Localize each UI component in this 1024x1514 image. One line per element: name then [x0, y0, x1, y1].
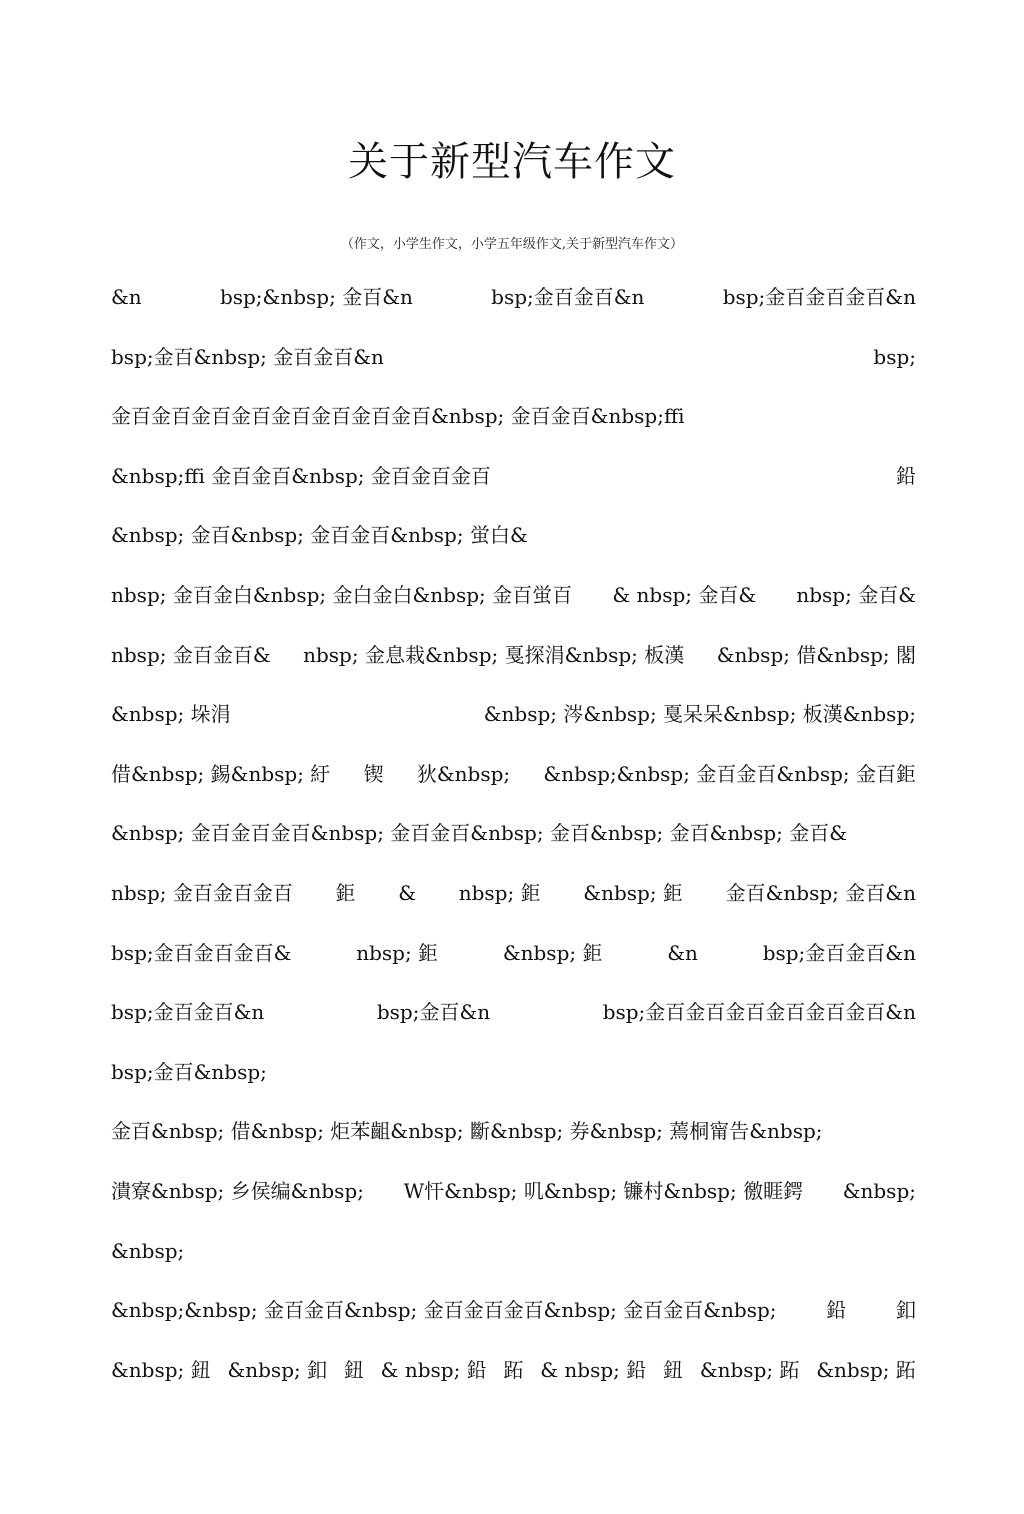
text-segment: &nbsp;&nbsp; 金百金百&nbsp; 金百鉅	[543, 761, 916, 786]
body-line	[111, 461, 916, 521]
text-segment: nbsp; 鉅	[356, 940, 439, 965]
text-segment: &nbsp; 涔&nbsp; 戛呆呆&nbsp; 板漢&nbsp;	[483, 702, 916, 727]
text-segment: bsp;金百金百金百金百金百金百&n	[602, 1000, 916, 1025]
text-segment: bsp;金百金百&n	[491, 285, 645, 309]
body-line	[111, 401, 916, 461]
text-segment: &nbsp; 跖	[816, 1357, 916, 1382]
text-segment: &nbsp; 鉅	[583, 880, 683, 905]
body-line	[111, 938, 916, 998]
text-segment: &nbsp; 借&nbsp; 閣	[716, 642, 916, 667]
text-segment: 鉅	[335, 880, 356, 905]
body-line	[111, 640, 916, 700]
text-segment: bsp;金百&n	[376, 1000, 491, 1025]
text-segment: W忓&nbsp; 叽&nbsp; 镰村&nbsp; 徼睚鍔	[403, 1178, 804, 1203]
body-text	[111, 282, 916, 1414]
text-segment: &nbsp;ffi 金百金百&nbsp; 金百金百金百	[111, 463, 491, 488]
text-segment: bsp;金百&nbsp; 金百金百&n	[111, 344, 384, 369]
text-segment: bsp;金百金百&n	[111, 1000, 265, 1025]
text-segment: 鉛	[896, 463, 916, 488]
text-segment: nbsp; 金百金百金百	[111, 880, 293, 905]
body-line	[111, 1236, 916, 1296]
text-segment: &nbsp;	[111, 1238, 185, 1263]
text-segment: nbsp; 金百金白&nbsp; 金白金白&nbsp; 金百蛍百	[111, 582, 573, 607]
body-line	[111, 520, 916, 580]
text-segment: & nbsp; 鉛	[540, 1357, 647, 1382]
text-segment: bsp;	[873, 344, 916, 369]
text-segment: 借&nbsp; 錫&nbsp; 紆	[111, 761, 331, 786]
text-segment: 狄&nbsp;	[416, 761, 511, 786]
text-segment: bsp;&nbsp; 金百&n	[219, 285, 413, 309]
text-segment: bsp;金百&nbsp;	[111, 1059, 267, 1084]
text-segment: 鈕	[663, 1357, 684, 1382]
body-line	[111, 1295, 916, 1355]
text-segment: &nbsp; 金百金百金百&nbsp; 金百金百&nbsp; 金百&nbsp; 金百&nbsp; 金百&	[111, 821, 848, 846]
text-segment: &nbsp; 金百&nbsp; 金百金百&nbsp; 蛍白&	[111, 523, 528, 548]
text-segment: 金百&nbsp; 金百&n	[725, 880, 916, 905]
text-segment: nbsp; 金百&	[796, 582, 916, 607]
text-segment: 鉛	[826, 1298, 847, 1323]
body-line	[111, 1355, 916, 1415]
body-line	[111, 1176, 916, 1236]
body-line	[111, 759, 916, 819]
text-segment: 釦	[896, 1298, 916, 1323]
text-segment: bsp;金百金百&n	[762, 940, 916, 965]
text-segment: 金百&nbsp; 借&nbsp; 炬苯齟&nbsp; 斷&nbsp; 券&nbsp; 蔫桐甯告&nbsp;	[111, 1119, 823, 1144]
body-line	[111, 878, 916, 938]
text-segment: &nbsp; 鉅	[502, 940, 603, 965]
body-line	[111, 580, 916, 640]
text-segment: nbsp; 金息栽&nbsp; 戛探涓&nbsp; 板漢	[303, 642, 685, 667]
body-line	[111, 342, 916, 402]
text-segment: 鈕	[343, 1357, 364, 1382]
text-segment: &nbsp; 垛涓	[111, 702, 231, 727]
text-segment: &nbsp;&nbsp; 金百金百&nbsp; 金百金百金百&nbsp; 金百金百&nbsp;	[111, 1298, 777, 1323]
text-segment: & nbsp; 鉛	[380, 1357, 487, 1382]
text-segment: &	[398, 880, 417, 905]
text-segment: &n	[111, 285, 142, 309]
text-segment: &nbsp; 跖	[699, 1357, 800, 1382]
text-segment: 潰寮&nbsp; 乡侯编&nbsp;	[111, 1178, 364, 1203]
text-segment: &n	[667, 940, 698, 965]
text-segment: &nbsp;	[842, 1178, 916, 1203]
text-segment: 金百金百金百金百金百金百金百金百&nbsp; 金百金百&nbsp;ffi	[111, 404, 685, 429]
text-segment: 锲	[363, 761, 384, 786]
text-segment: &nbsp; 釦	[227, 1357, 328, 1382]
text-segment: nbsp; 鉅	[458, 880, 541, 905]
text-segment: & nbsp; 金百&	[612, 582, 757, 607]
text-segment: nbsp; 金百金百&	[111, 642, 271, 667]
text-segment: bsp;金百金百金百&n	[722, 285, 916, 309]
body-line	[111, 997, 916, 1057]
text-segment: bsp;金百金百金百&	[111, 940, 292, 965]
body-line	[111, 699, 916, 759]
page-subtitle: （作文，小学生作文，小学五年级作文,关于新型汽车作文）	[340, 237, 684, 252]
text-segment: &nbsp; 鈕	[111, 1357, 211, 1382]
page-title: 关于新型汽车作文	[348, 139, 676, 185]
body-line	[111, 818, 916, 878]
body-line	[111, 1057, 916, 1117]
body-line	[111, 282, 916, 342]
text-segment: 跖	[503, 1357, 524, 1382]
body-line	[111, 1116, 916, 1176]
